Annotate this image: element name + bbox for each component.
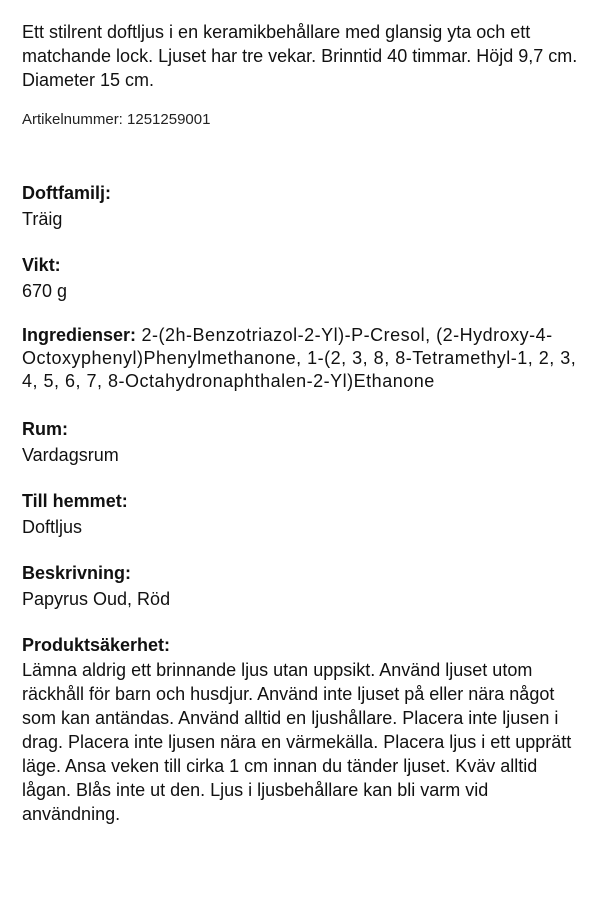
product-description: Ett stilrent doftljus i en keramikbehållare med glansig yta och ett matchande lock. Ljuset har tre vekar. Brinntid 40 timmar. Höjd 9,7 cm. Diameter 15 cm. xyxy=(22,22,578,90)
section-spacer xyxy=(22,130,582,180)
attribute-value: Papyrus Oud, Röd xyxy=(22,589,171,609)
attribute-value: 670 g xyxy=(22,281,68,301)
product-details xyxy=(22,20,582,846)
attribute-vikt xyxy=(22,252,582,304)
attribute-label: Ingredienser: xyxy=(22,325,137,345)
attribute-till-hemmet xyxy=(22,488,582,540)
attribute-value: 2-(2h-Benzotriazol-2-Yl)-P-Cresol, (2-Hydroxy-4-Octoxyphenyl)Phenylmethanone, 1-(2, 3, 8, 8-Tetramethyl-1, 2, 3, 4, 5, 6, 7, 8-Octahydronaphthalen-2-Yl)Ethanone xyxy=(22,325,577,391)
article-number: Artikelnummer: 1251259001 xyxy=(22,111,211,128)
attribute-doftfamilj xyxy=(22,180,582,232)
attribute-label: Rum: xyxy=(22,419,68,439)
attribute-value: Vardagsrum xyxy=(22,445,119,465)
attribute-label: Beskrivning: xyxy=(22,563,132,583)
attribute-rum xyxy=(22,416,582,468)
attribute-value: Lämna aldrig ett brinnande ljus utan uppsikt. Använd ljuset utom räckhåll för barn och husdjur. Använd inte ljuset på eller nära något som kan antändas. Använd alltid en ljushållare. Placera inte ljusen i drag. Placera inte ljusen nära en värmekälla. Placera ljus i ett upprätt läge. Ansa veken till cirka 1 cm innan du tänder ljuset. Kväv alltid lågan. Blås inte ut den. Ljus i ljusbehållare kan bli varm vid användning. xyxy=(22,660,572,824)
attribute-produktsakerhet xyxy=(22,632,582,826)
attribute-label: Till hemmet: xyxy=(22,491,128,511)
attribute-ingredienser xyxy=(22,324,582,393)
attribute-value: Träig xyxy=(22,209,63,229)
attribute-label: Vikt: xyxy=(22,255,61,275)
attribute-beskrivning xyxy=(22,560,582,612)
attribute-label: Produktsäkerhet: xyxy=(22,635,171,655)
attribute-value: Doftljus xyxy=(22,517,83,537)
attribute-label: Doftfamilj: xyxy=(22,183,111,203)
